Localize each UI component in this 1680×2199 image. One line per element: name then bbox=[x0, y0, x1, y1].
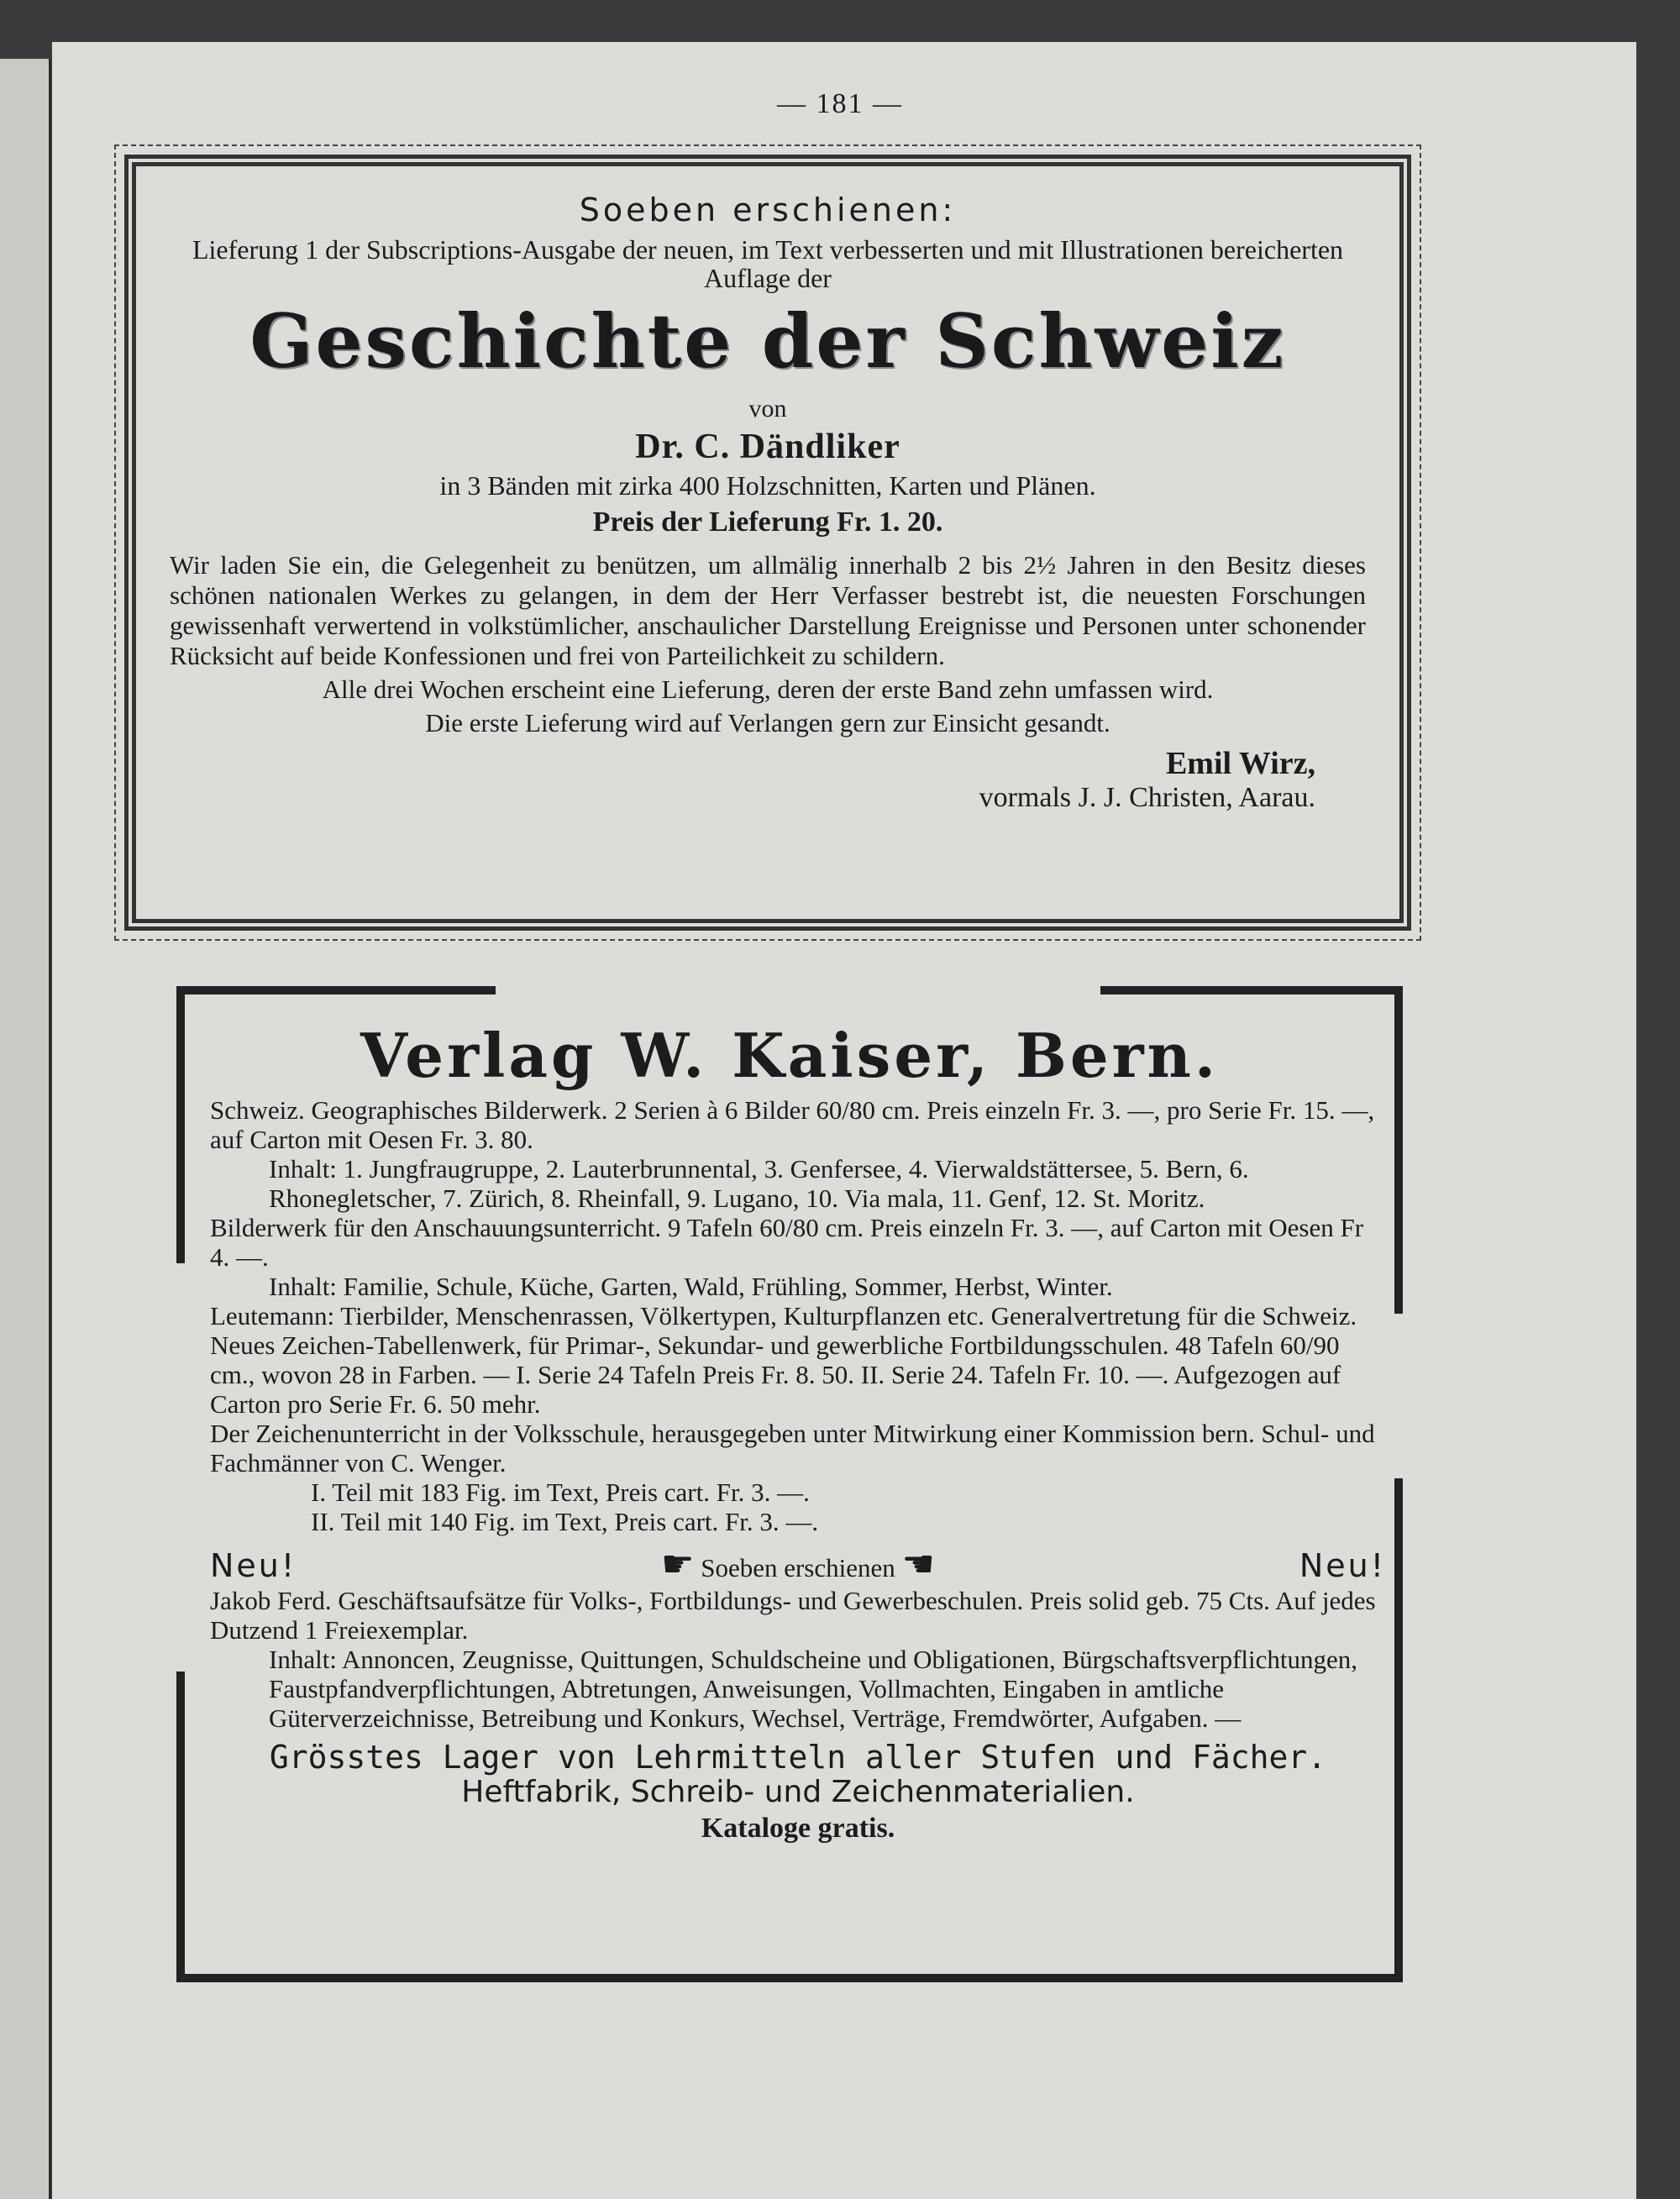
border-line bbox=[176, 986, 496, 995]
entry-zeichen-tabellenwerk: Neues Zeichen-Tabellenwerk, für Primar-, Sekundar- und gewerbliche Fortbildungsschulen. 48 Tafeln 60/90 cm., wovon 28 in Farben. — I. Serie 24 Tafeln Preis Fr. 8. 50. II. Serie 24. Tafeln Fr. 10. —. Aufgezogen auf Carton pro Serie Fr. 6. 50 mehr. bbox=[210, 1330, 1341, 1419]
pointing-hand-right-icon: ☛ bbox=[661, 1544, 695, 1585]
publisher-name: Emil Wirz, bbox=[1165, 746, 1315, 781]
lager-text: Grösstes Lager von Lehrmitteln aller Stufen und Fächer. bbox=[269, 1739, 1327, 1776]
neu-right: Neu! bbox=[1299, 1547, 1386, 1584]
entry-leutemann: Leutemann: Tierbilder, Menschenrassen, Völkertypen, Kulturpflanzen etc. Generalvertretung für die Schweiz. bbox=[210, 1301, 1357, 1330]
pointing-hand-left-icon: ☚ bbox=[901, 1544, 935, 1585]
entry-inhalt: Inhalt: 1. Jungfraugruppe, 2. Lauterbrunnental, 3. Genfersee, 4. Vierwaldstättersee, 5. Bern, 6. Rhonegletscher, 7. Zürich, 8. Rheinfall, 9. Lugano, 10. Via mala, 11. Genf, 12. St. Moritz. bbox=[269, 1154, 1249, 1213]
announcement-heading: Soeben erschienen: bbox=[579, 192, 957, 228]
author-name: Dr. C. Dändliker bbox=[635, 428, 900, 466]
entry-teil-2: II. Teil mit 140 Fig. im Text, Preis cart. Fr. 3. —. bbox=[311, 1507, 819, 1536]
border-line bbox=[1100, 986, 1403, 995]
volumes-text: in 3 Bänden mit zirka 400 Holzschnitten, Karten und Plänen. bbox=[439, 470, 1096, 501]
entry-teil-1: I. Teil mit 183 Fig. im Text, Preis cart. Fr. 3. —. bbox=[311, 1477, 810, 1507]
publisher-signature bbox=[170, 745, 1315, 814]
verlag-heading: Verlag W. Kaiser, Bern. bbox=[360, 1020, 1219, 1091]
publisher-formerly: vormals J. J. Christen, Aarau. bbox=[979, 782, 1315, 813]
first-delivery-text: Die erste Lieferung wird auf Verlangen gern zur Einsicht gesandt. bbox=[425, 708, 1110, 737]
left-page-edge bbox=[0, 59, 51, 2199]
border-line bbox=[176, 1974, 1403, 1982]
entry-anschauungsunterricht: Bilderwerk für den Anschauungsunterricht. 9 Tafeln 60/80 cm. Preis einzeln Fr. 3. —, auf Carton mit Oesen Fr 4. —. bbox=[210, 1213, 1364, 1272]
price-text: Preis der Lieferung Fr. 1. 20. bbox=[592, 506, 943, 538]
entry-inhalt: Inhalt: Familie, Schule, Küche, Garten, Wald, Frühling, Sommer, Herbst, Winter. bbox=[269, 1272, 1113, 1301]
entry-geographisches-bilderwerk: Schweiz. Geographisches Bilderwerk. 2 Serien à 6 Bilder 60/80 cm. Preis einzeln Fr. 3. —, pro Serie Fr. 15. —, auf Carton mit Oesen Fr. 3. 80. bbox=[210, 1095, 1375, 1154]
border-line bbox=[1394, 1478, 1403, 1982]
von-text: von bbox=[748, 395, 787, 422]
border-line bbox=[176, 1672, 185, 1982]
advertisement-verlag-kaiser bbox=[176, 986, 1403, 1982]
entry-inhalt: Inhalt: Annoncen, Zeugnisse, Quittungen, Schuldscheine und Obligationen, Bürgschaftsverpflichtungen, Faustpfandverpflichtungen, Abtretungen, Anweisungen, Vollmachten, Eingaben in amtliche Güterverzeichnisse, Betreibung und Konkurs, Wechsel, Verträge, Fremdwörter, Aufgaben. — bbox=[269, 1645, 1358, 1733]
invitation-paragraph: Wir laden Sie ein, die Gelegenheit zu benützen, um allmälig innerhalb 2 bis 2½ Jahren in den Besitz dieses schönen nationalen Werkes zu gelangen, in dem der Herr Verfasser bestrebt ist, die neuesten Forschungen gewissenhaft verwertend in volkstümlicher, anschaulicher Darstellung Ereignisse und Personen unter schonender Rücksicht auf beide Konfessionen und frei von Parteilichkeit zu schildern. bbox=[170, 550, 1366, 670]
entry-geschaeftsaufsaetze: Jakob Ferd. Geschäftsaufsätze für Volks-, Fortbildungs- und Gewerbeschulen. Preis solid geb. 75 Cts. Auf jedes Dutzend 1 Freiexemplar. bbox=[210, 1586, 1376, 1645]
lieferung-text: Lieferung 1 der Subscriptions-Ausgabe der neuen, im Text verbesserten und mit Illustrationen bereicherten Auflage der bbox=[192, 234, 1344, 293]
kataloge-text: Kataloge gratis. bbox=[701, 1813, 895, 1844]
neu-left: Neu! bbox=[210, 1547, 297, 1584]
new-release-banner bbox=[210, 1544, 1386, 1585]
book-title: Geschichte der Schweiz bbox=[249, 297, 1286, 385]
catalog-entries bbox=[210, 1095, 1386, 1843]
page-number: — 181 — bbox=[777, 88, 903, 119]
soeben-group bbox=[661, 1544, 935, 1585]
schedule-text: Alle drei Wochen erscheint eine Lieferung, deren der erste Band zehn umfassen wird. bbox=[322, 674, 1214, 704]
advertisement-geschichte bbox=[124, 155, 1411, 931]
heftfabrik-text: Heftfabrik, Schreib- und Zeichenmaterialien. bbox=[461, 1775, 1135, 1809]
entry-zeichenunterricht: Der Zeichenunterricht in der Volksschule, herausgegeben unter Mitwirkung einer Kommission bern. Schul- und Fachmänner von C. Wenger. bbox=[210, 1419, 1375, 1477]
soeben-text: Soeben erschienen bbox=[701, 1553, 895, 1582]
